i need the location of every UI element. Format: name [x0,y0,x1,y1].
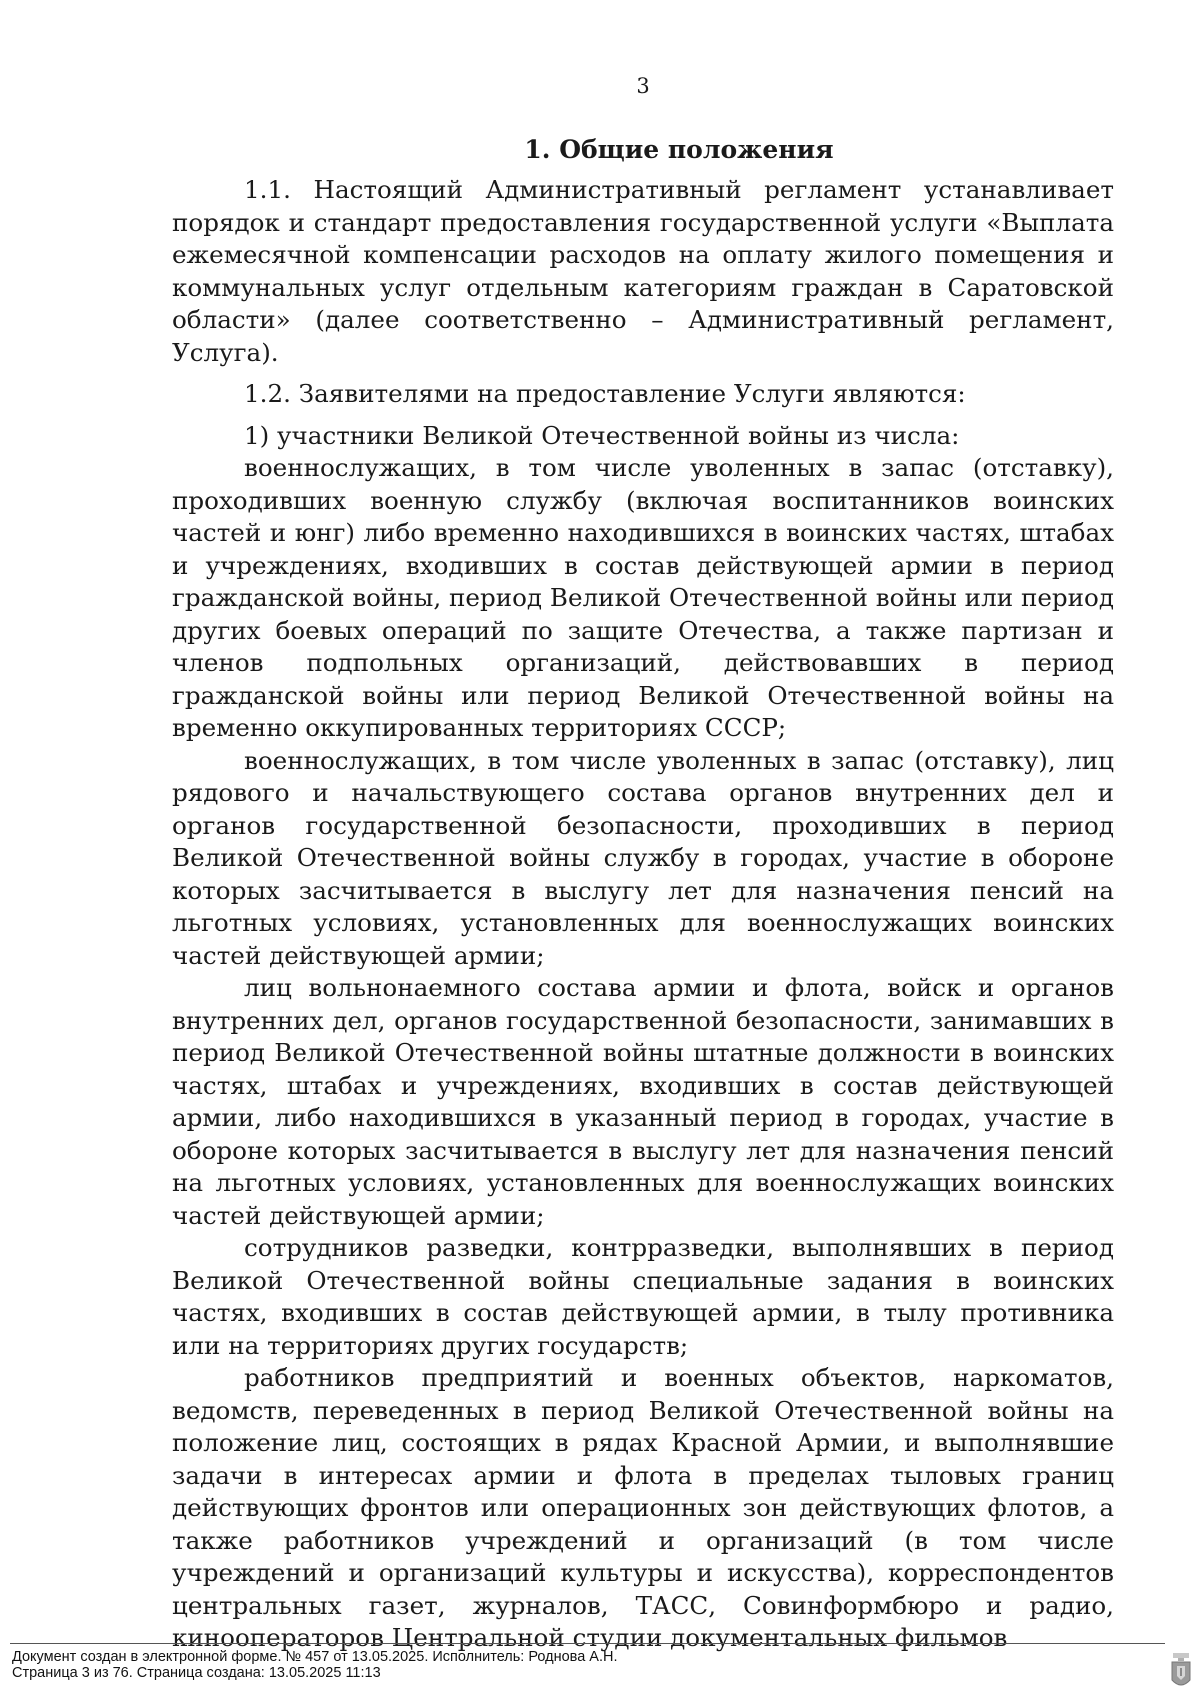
section-title: 1. Общие положения [524,135,834,164]
paragraph-1-1: 1.1. Настоящий Административный регламент устанавливает порядок и стандарт предоставления государственной услуги «Выплата ежемесячной компенсации расходов на оплату жилого помещения и коммунальных услуг отдельным категориям граждан в Саратовской области» (далее соответственно – Административный регламент, Услуга). [172,175,1114,367]
list-item-1: 1) участники Великой Отечественной войны из числа: [244,420,960,450]
footer-line-2: Страница 3 из 76. Страница создана: 13.05.2025 11:13 [12,1665,381,1681]
paragraph-workers: работников предприятий и военных объектов, наркоматов, ведомств, переведенных в период Великой Отечественной войны на положение лиц, состоящих в рядах Красной Армии, и выполнявшие задачи в интересах армии и флота в пределах тыловых границ действующих фронтов или операционных зон действующих флотов, а также работников учреждений и организаций (в том числе учреждений и организаций культуры и искусства), корреспондентов центральных газет, журналов, ТАСС, Совинформбюро и радио, кинооператоров Центральной студии документальных фильмов [172,1363,1114,1652]
footer-line-1: Документ создан в электронной форме. № 457 от 13.05.2025. Исполнитель: Роднова А.Н. [12,1649,618,1665]
paragraph-civilian-staff: лиц вольнонаемного состава армии и флота, войск и органов внутренних дел, органов государственной безопасности, занимавших в период Великой Отечественной войны штатные должности в воинских частях, штабах и учреждениях, входивших в состав действующей армии, либо находившихся в указанный период в городах, участие в обороне которых засчитывается в выслугу лет для назначения пенсий на льготных условиях, установленных для военнослужащих воинских частей действующей армии; [172,973,1114,1230]
document-body [172,134,1114,1655]
footer [12,1649,618,1681]
page-number: 3 [636,74,650,98]
paragraph-intelligence: сотрудников разведки, контрразведки, выполнявших в период Великой Отечественной войны специальные задания в воинских частях, входивших в состав действующей армии, в тылу противника или на территориях других государств; [172,1233,1114,1360]
paragraph-servicemen: военнослужащих, в том числе уволенных в запас (отставку), проходивших военную службу (включая воспитанников воинских частей и юнг) либо временно находившихся в воинских частях, штабах и учреждениях, входивших в состав действующей армии в период гражданской войны, период Великой Отечественной войны или период других боевых операций по защите Отечества, а также партизан и членов подпольных организаций, действовавших в период гражданской войны или период Великой Отечественной войны на временно оккупированных территориях СССР; [172,453,1114,742]
footer-divider [10,1643,1165,1644]
coat-of-arms-icon [1170,1652,1192,1692]
paragraph-1-2: 1.2. Заявителями на предоставление Услуги являются: [244,379,966,408]
paragraph-servicemen-cities: военнослужащих, в том числе уволенных в запас (отставку), лиц рядового и начальствующего состава органов внутренних дел и органов государственной безопасности, проходивших в период Великой Отечественной войны службу в городах, участие в обороне которых засчитывается в выслугу лет для назначения пенсий на льготных условиях, установленных для военнослужащих воинских частей действующей армии; [172,745,1114,970]
